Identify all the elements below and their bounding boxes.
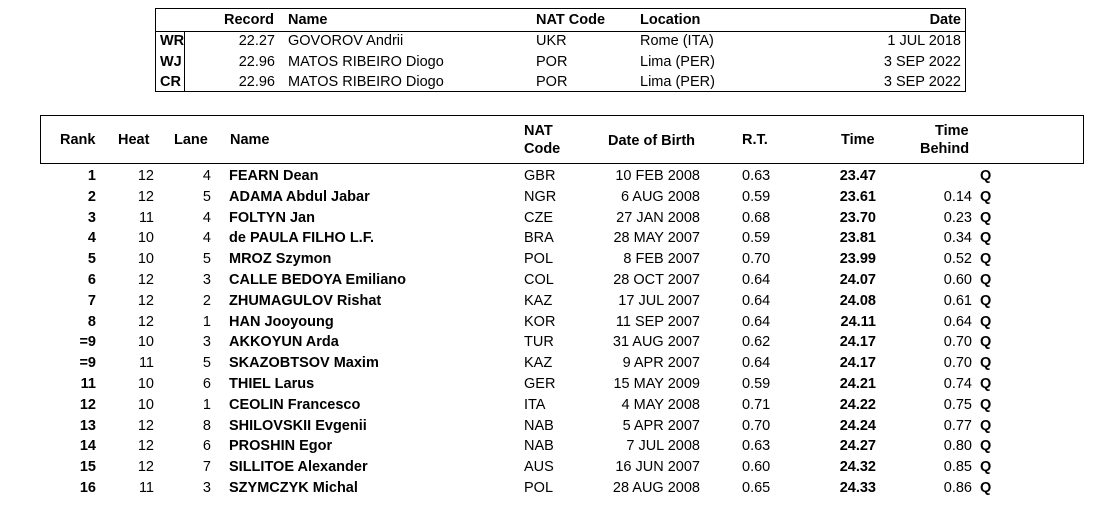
result-name: ZHUMAGULOV Rishat: [229, 292, 382, 309]
result-rt: 0.70: [742, 251, 771, 268]
result-rank: 7: [87, 292, 96, 309]
result-lane: 3: [202, 272, 211, 288]
result-qualified: Q: [980, 334, 992, 351]
result-row: [0, 270, 1120, 291]
result-rank: 16: [79, 480, 96, 496]
result-nat: KAZ: [524, 292, 553, 309]
result-qualified: Q: [980, 292, 992, 309]
result-qualified: Q: [980, 376, 992, 392]
result-time-behind: 0.75: [943, 396, 972, 413]
result-nat: NGR: [524, 188, 557, 205]
result-dob: 5 APR 2007: [622, 417, 700, 434]
result-name: THIEL Larus: [229, 376, 315, 392]
result-heat: 12: [137, 313, 154, 330]
record-code: WR: [160, 33, 185, 49]
result-time-behind: 0.60: [943, 272, 972, 288]
result-name: AKKOYUN Arda: [229, 334, 339, 351]
result-lane: 6: [202, 376, 211, 392]
result-time: 24.11: [840, 313, 876, 330]
result-time-behind: 0.74: [943, 376, 972, 392]
result-time-behind: 0.23: [943, 209, 972, 226]
record-name: GOVOROV Andrii: [288, 33, 404, 49]
result-lane: 3: [202, 334, 211, 351]
result-time-behind: 0.14: [943, 188, 972, 205]
result-time: 23.81: [839, 230, 876, 247]
result-heat: 10: [137, 334, 154, 351]
result-heat: 11: [138, 355, 154, 372]
result-time-behind: 0.64: [943, 313, 972, 330]
result-row: [0, 436, 1120, 457]
result-rank: 2: [87, 188, 96, 205]
header-name: Name: [230, 132, 270, 148]
result-row: [0, 353, 1120, 374]
result-rt: 0.71: [742, 396, 771, 413]
result-nat: COL: [524, 272, 554, 288]
result-dob: 28 AUG 2008: [612, 480, 700, 496]
result-row: [0, 332, 1120, 353]
result-lane: 3: [202, 480, 211, 496]
result-row: [0, 291, 1120, 312]
record-date: 3 SEP 2022: [883, 74, 961, 90]
result-dob: 7 JUL 2008: [626, 438, 700, 455]
records-header-location: Location: [640, 12, 701, 28]
result-name: SZYMCZYK Michal: [229, 480, 358, 496]
result-nat: GBR: [524, 168, 556, 184]
result-rt: 0.65: [742, 480, 771, 496]
result-heat: 10: [137, 230, 154, 247]
result-time: 24.22: [839, 396, 876, 413]
result-time: 23.61: [839, 188, 876, 205]
result-row: [0, 374, 1120, 395]
result-dob: 8 FEB 2007: [623, 251, 700, 268]
result-rank: 8: [87, 313, 96, 330]
record-nat: POR: [536, 54, 568, 70]
result-time-behind: 0.70: [943, 334, 972, 351]
result-name: CALLE BEDOYA Emiliano: [229, 272, 406, 288]
result-rt: 0.64: [742, 355, 771, 372]
header-rt: R.T.: [742, 132, 768, 148]
result-nat: TUR: [524, 334, 554, 351]
result-heat: 12: [137, 188, 154, 205]
records-header-date: Date: [929, 12, 961, 28]
result-lane: 1: [202, 396, 211, 413]
result-name: CEOLIN Francesco: [229, 396, 361, 413]
result-qualified: Q: [980, 438, 992, 455]
record-nat: UKR: [536, 33, 567, 49]
result-time: 24.17: [839, 355, 876, 372]
result-qualified: Q: [980, 480, 992, 496]
result-rt: 0.59: [742, 376, 771, 392]
result-rank: 11: [80, 376, 96, 392]
result-rt: 0.70: [742, 417, 771, 434]
result-rt: 0.64: [742, 292, 771, 309]
result-rank: =9: [79, 334, 96, 351]
result-qualified: Q: [980, 209, 992, 226]
header-behind-line2: Behind: [920, 141, 970, 157]
result-dob: 9 APR 2007: [622, 355, 700, 372]
header-nat-line2: Code: [524, 141, 561, 157]
records-header-nat: NAT Code: [536, 12, 606, 28]
result-qualified: Q: [980, 313, 992, 330]
record-location: Lima (PER): [640, 54, 715, 70]
result-name: ADAMA Abdul Jabar: [229, 188, 370, 205]
results-header: [40, 115, 1084, 164]
record-name: MATOS RIBEIRO Diogo: [288, 74, 444, 90]
result-dob: 4 MAY 2008: [621, 396, 700, 413]
result-time: 23.70: [839, 209, 876, 226]
record-code: CR: [160, 74, 181, 90]
result-qualified: Q: [980, 188, 992, 205]
result-rt: 0.63: [742, 168, 771, 184]
record-date: 3 SEP 2022: [883, 54, 961, 70]
result-nat: KOR: [524, 313, 556, 330]
result-time-behind: 0.52: [943, 251, 972, 268]
header-dob: Date of Birth: [608, 133, 695, 149]
result-time: 24.33: [839, 480, 876, 496]
result-row: [0, 312, 1120, 333]
result-time: 24.27: [839, 438, 876, 455]
record-nat: POR: [536, 74, 568, 90]
result-qualified: Q: [980, 459, 992, 476]
result-rt: 0.62: [742, 334, 771, 351]
result-lane: 8: [202, 417, 211, 434]
result-rt: 0.68: [742, 209, 771, 226]
result-time-behind: 0.85: [943, 459, 972, 476]
result-time-behind: 0.70: [943, 355, 972, 372]
result-row: [0, 395, 1120, 416]
result-nat: KAZ: [524, 355, 553, 372]
result-name: HAN Jooyoung: [229, 313, 334, 330]
result-time-behind: 0.77: [943, 417, 972, 434]
result-row: [0, 478, 1120, 499]
record-location: Lima (PER): [640, 74, 715, 90]
result-time: 24.08: [839, 292, 876, 309]
result-qualified: Q: [980, 168, 992, 184]
result-dob: 31 AUG 2007: [612, 334, 700, 351]
record-time: 22.27: [238, 33, 275, 49]
result-dob: 28 OCT 2007: [613, 272, 700, 288]
result-name: FEARN Dean: [229, 168, 319, 184]
result-rt: 0.60: [742, 459, 771, 476]
result-dob: 10 FEB 2008: [615, 168, 700, 184]
header-nat-line1: NAT: [524, 123, 553, 139]
header-behind-line1: Time: [935, 123, 969, 139]
result-nat: CZE: [524, 209, 553, 226]
result-time: 24.07: [839, 272, 876, 288]
result-nat: POL: [524, 480, 554, 496]
result-row: [0, 457, 1120, 478]
result-heat: 12: [137, 459, 154, 476]
result-heat: 10: [137, 396, 154, 413]
result-heat: 12: [137, 417, 154, 434]
result-heat: 12: [137, 272, 154, 288]
result-dob: 16 JUN 2007: [615, 459, 700, 476]
record-time: 22.96: [238, 54, 275, 70]
result-heat: 10: [137, 251, 154, 268]
result-time: 24.17: [839, 334, 876, 351]
header-rank: Rank: [60, 132, 96, 148]
result-time-behind: 0.86: [943, 480, 972, 496]
result-rank: 14: [79, 438, 96, 455]
result-rt: 0.63: [742, 438, 771, 455]
header-heat: Heat: [118, 132, 150, 148]
result-dob: 28 MAY 2007: [613, 230, 700, 247]
result-qualified: Q: [980, 230, 992, 247]
result-heat: 12: [137, 438, 154, 455]
result-rank: =9: [79, 355, 96, 372]
result-rt: 0.59: [742, 188, 771, 205]
result-row: [0, 208, 1120, 229]
result-rank: 13: [79, 417, 96, 434]
result-time-behind: 0.61: [943, 292, 972, 309]
header-time: Time: [841, 132, 875, 148]
result-time: 23.47: [839, 168, 876, 184]
result-lane: 4: [202, 230, 211, 247]
records-table: [155, 8, 966, 92]
result-lane: 6: [202, 438, 211, 455]
result-name: MROZ Szymon: [229, 251, 332, 268]
result-qualified: Q: [980, 396, 992, 413]
result-qualified: Q: [980, 251, 992, 268]
result-dob: 17 JUL 2007: [618, 292, 700, 309]
result-name: de PAULA FILHO L.F.: [229, 230, 374, 247]
result-rt: 0.59: [742, 230, 771, 247]
result-nat: NAB: [524, 438, 554, 455]
result-time: 24.32: [839, 459, 876, 476]
result-name: SKAZOBTSOV Maxim: [229, 355, 379, 372]
result-lane: 4: [202, 168, 211, 184]
result-dob: 27 JAN 2008: [616, 209, 700, 226]
result-time: 24.21: [839, 376, 876, 392]
result-row: [0, 187, 1120, 208]
record-name: MATOS RIBEIRO Diogo: [288, 54, 444, 70]
result-time: 23.99: [839, 251, 876, 268]
result-rank: 1: [87, 168, 96, 184]
result-nat: NAB: [524, 417, 554, 434]
result-row: [0, 228, 1120, 249]
result-heat: 10: [137, 376, 154, 392]
records-header-name: Name: [288, 12, 328, 28]
result-row: [0, 416, 1120, 437]
result-nat: AUS: [524, 459, 554, 476]
result-heat: 12: [137, 292, 154, 309]
result-lane: 2: [202, 292, 211, 309]
result-qualified: Q: [980, 417, 992, 434]
result-qualified: Q: [980, 272, 992, 288]
result-heat: 11: [138, 209, 154, 226]
result-rank: 6: [87, 272, 96, 288]
result-rank: 5: [87, 251, 96, 268]
result-lane: 5: [202, 355, 211, 372]
result-dob: 6 AUG 2008: [621, 188, 700, 205]
records-header-record: Record: [224, 12, 274, 28]
result-lane: 4: [202, 209, 211, 226]
result-heat: 12: [137, 168, 154, 184]
result-lane: 5: [202, 188, 211, 205]
record-time: 22.96: [238, 74, 275, 90]
result-time: 24.24: [839, 417, 876, 434]
result-name: FOLTYN Jan: [229, 209, 315, 226]
result-qualified: Q: [980, 355, 992, 372]
record-code: WJ: [160, 54, 182, 70]
result-name: SHILOVSKII Evgenii: [229, 417, 367, 434]
record-date: 1 JUL 2018: [887, 33, 961, 49]
result-nat: ITA: [524, 396, 546, 413]
result-time-behind: 0.34: [943, 230, 972, 247]
result-rt: 0.64: [742, 272, 771, 288]
record-location: Rome (ITA): [640, 33, 714, 49]
result-nat: POL: [524, 251, 554, 268]
result-lane: 1: [202, 313, 211, 330]
result-row: [0, 166, 1120, 187]
result-name: SILLITOE Alexander: [229, 459, 368, 476]
result-lane: 7: [202, 459, 211, 476]
result-rank: 3: [87, 209, 96, 226]
result-dob: 15 MAY 2009: [613, 376, 700, 392]
result-lane: 5: [202, 251, 211, 268]
result-row: [0, 249, 1120, 270]
result-rank: 15: [79, 459, 96, 476]
result-heat: 11: [138, 480, 154, 496]
result-rt: 0.64: [742, 313, 771, 330]
result-nat: GER: [524, 376, 556, 392]
result-name: PROSHIN Egor: [229, 438, 333, 455]
result-time-behind: 0.80: [943, 438, 972, 455]
result-rank: 12: [79, 396, 96, 413]
result-nat: BRA: [524, 230, 554, 247]
result-dob: 11 SEP 2007: [615, 313, 700, 330]
result-rank: 4: [87, 230, 96, 247]
header-lane: Lane: [174, 132, 208, 148]
